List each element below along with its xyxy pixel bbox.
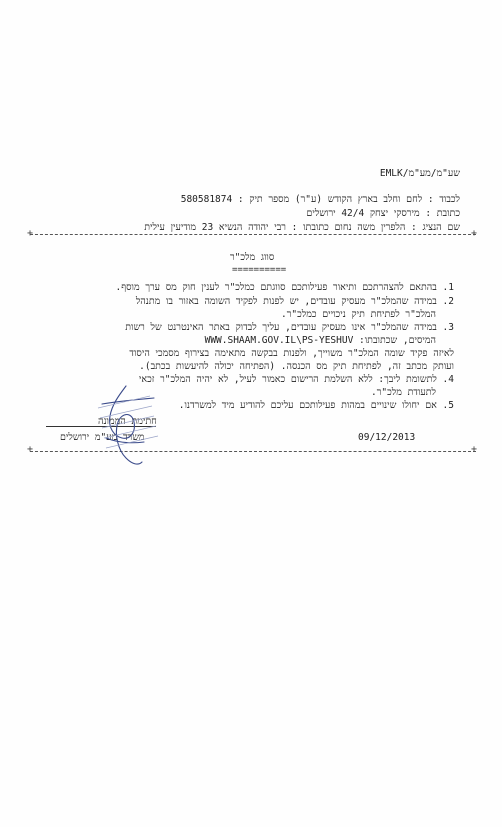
frame-corner-top-left: +	[27, 228, 34, 239]
item-3-cont-2: ועותק מכתב זה, לפתיחת תיק מס הכנסה. (הפתיחה יכולה להיעשות בכתב).	[139, 361, 454, 372]
item-5: 5. אם יחולו שינויים במהות פעילותכם עליכם להודיע מיד למשרדנו.	[178, 400, 454, 411]
item-3-cont-1: לאיזה פקיד שומה המלכ"ר משוייך, ולפנות בבקשה מתאימה בצירוף מסמכי היסוד	[129, 348, 454, 359]
notice-title: סווג מלכ"ר	[230, 252, 275, 263]
letter-date: 09/12/2013	[358, 432, 416, 443]
signature-label: חתימת הממונה	[98, 416, 157, 427]
item-4-cont: לתעודת מלכ"ר.	[371, 387, 436, 398]
representative-line: שם הנציג : הלפרין משה נחום כתובתו : רבי יהודה הנשיא 23 מודיעין עילית	[144, 222, 460, 233]
item-2-cont: המלכ"ר לפתיחת תיק ניכויים כמלכ"ר.	[281, 309, 436, 320]
item-3: 3. במידה שהמלכ"ר אינו מעסיק עובדים, עליך לבדוק באתר האינטרנט של רשות	[125, 322, 454, 333]
office-name: משרד מע"מ ירושלים	[60, 432, 145, 443]
recipient-line: לכבוד : לחם וחלב בארץ הקודש (ע"ר) מספר תיק : 580581874	[180, 194, 460, 205]
frame-corner-bottom-left: +	[27, 444, 34, 455]
title-underline: ==========	[232, 265, 287, 275]
frame-corner-top-right: +	[471, 228, 478, 239]
reference-code: שע"מ/מע"מ/EMLK	[379, 168, 460, 179]
handwritten-signature	[92, 378, 162, 488]
item-1: 1. בהתאם להצהרתכם ותיאור פעילותכם סווגתם כמלכ"ר לענין חוק מס ערך מוסף.	[115, 282, 454, 293]
frame-corner-bottom-right: +	[471, 444, 478, 455]
item-3-url: המיסים, שכתובתו: WWW.SHAAM.GOV.IL\PS-YESHUV	[204, 335, 436, 346]
item-4: 4. לתשומת ליבך: ללא השלמת הרישום כאמור לעיל, לא יהיה המלכ"ר זכאי	[138, 374, 454, 385]
item-2: 2. במידה שהמלכ"ר מעסיק עובדים, יש לפנות לפקיד השומה באזור בו מתנהל	[135, 296, 454, 307]
address-line: כתובת : מירסקי יצחק 42/4 ירושלים	[306, 208, 460, 219]
